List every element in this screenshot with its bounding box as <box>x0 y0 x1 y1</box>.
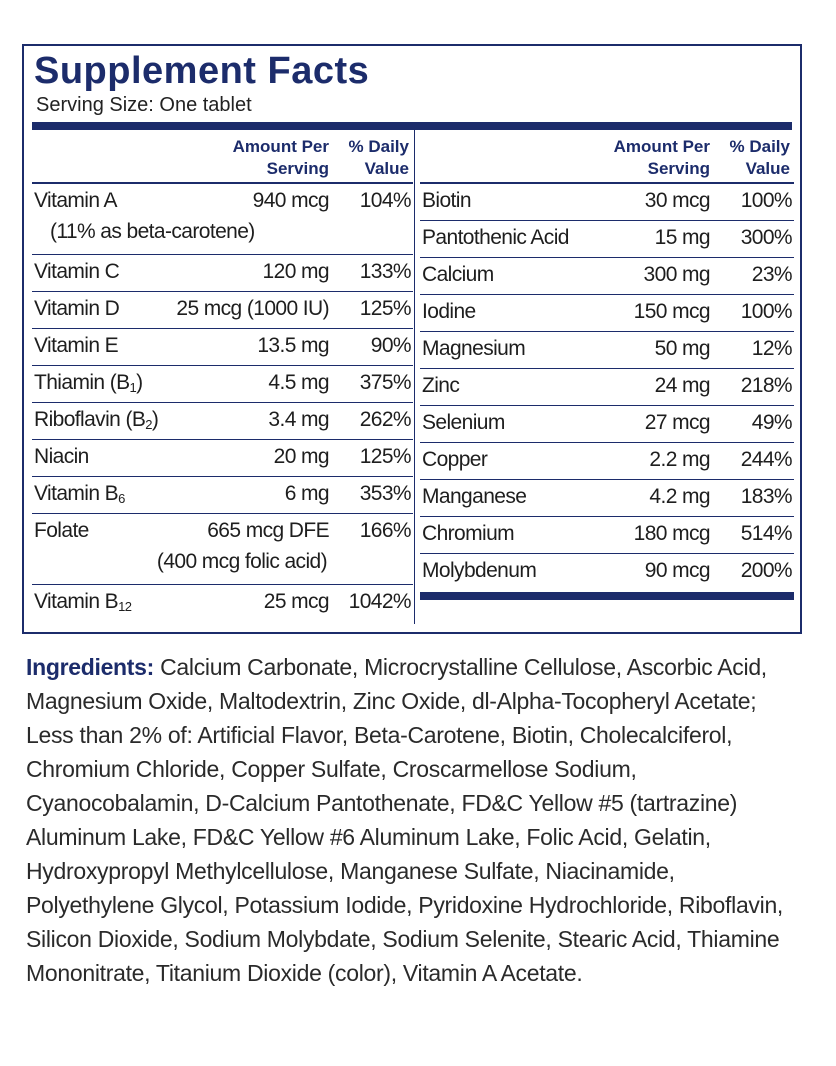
nutrient-row <box>420 184 794 221</box>
nutrient-name: Magnesium <box>422 337 526 360</box>
ingredients-block <box>26 650 806 990</box>
daily-value: 1042% <box>348 590 411 613</box>
nutrient-amount: 15 mg <box>654 226 710 249</box>
nutrient-row <box>32 184 413 255</box>
nutrient-amount: 25 mcg (1000 IU) <box>176 297 329 320</box>
daily-value: 100% <box>740 300 792 323</box>
nutrient-amount: 20 mg <box>273 445 329 468</box>
nutrient-amount: 25 mcg <box>263 590 329 613</box>
nutrient-name: Zinc <box>422 374 460 397</box>
nutrient-amount: 24 mg <box>654 374 710 397</box>
nutrient-name: Iodine <box>422 300 476 323</box>
nutrient-name: Vitamin $B_{12}$ <box>34 590 132 614</box>
nutrient-row <box>420 369 794 406</box>
daily-value: 125% <box>359 445 411 468</box>
nutrient-row <box>420 554 794 590</box>
left-nutrient-column <box>32 130 413 621</box>
nutrient-amount: 6 mg <box>284 482 329 505</box>
nutrient-name: Vitamin D <box>34 297 120 320</box>
nutrient-amount: 150 mcg <box>633 300 710 323</box>
left-column-header <box>32 130 413 184</box>
nutrient-amount: 300 mg <box>643 263 710 286</box>
daily-value: 100% <box>740 189 792 212</box>
nutrient-row <box>32 477 413 514</box>
right-rows <box>420 184 794 590</box>
daily-value: 125% <box>359 297 411 320</box>
nutrient-amount: 27 mcg <box>644 411 710 434</box>
nutrient-name: Chromium <box>422 522 515 545</box>
nutrient-amount: 13.5 mg <box>257 334 329 357</box>
nutrient-name: Vitamin A <box>34 189 117 212</box>
daily-value: 23% <box>751 263 792 286</box>
daily-value: 183% <box>740 485 792 508</box>
panel-title: Supplement Facts <box>34 50 370 92</box>
nutrient-amount: 665 mcg DFE <box>207 519 329 542</box>
daily-value: 353% <box>359 482 411 505</box>
top-rule <box>32 122 792 130</box>
nutrient-name: Folate <box>34 519 89 542</box>
nutrient-row <box>420 443 794 480</box>
nutrient-name: Niacin <box>34 445 89 468</box>
daily-value: 133% <box>359 260 411 283</box>
nutrient-row <box>32 329 413 366</box>
daily-value-header: % Daily Value <box>729 137 790 178</box>
column-divider <box>414 130 415 624</box>
daily-value: 262% <box>359 408 411 431</box>
nutrient-row <box>32 585 413 621</box>
daily-value: 200% <box>740 559 792 582</box>
nutrient-name: Molybdenum <box>422 559 537 582</box>
nutrient-row <box>32 514 413 585</box>
nutrient-name: Vitamin C <box>34 260 120 283</box>
nutrient-amount: 30 mcg <box>644 189 710 212</box>
nutrient-name: Biotin <box>422 189 471 212</box>
amount-header: Amount Per Serving <box>232 137 329 178</box>
nutrient-row <box>420 221 794 258</box>
nutrient-name: Calcium <box>422 263 494 286</box>
nutrient-amount: 180 mcg <box>633 522 710 545</box>
nutrient-name: Copper <box>422 448 488 471</box>
nutrient-name: Riboflavin $(B_2)$ <box>34 408 159 432</box>
nutrient-row <box>420 480 794 517</box>
nutrient-note: (11% as beta-carotene) <box>50 220 255 243</box>
bottom-rule <box>420 592 794 600</box>
nutrient-row <box>420 406 794 443</box>
nutrient-row <box>32 255 413 292</box>
right-nutrient-column <box>420 130 794 590</box>
daily-value: 49% <box>751 411 792 434</box>
nutrient-amount: 4.2 mg <box>649 485 710 508</box>
nutrient-note: (400 mcg folic acid) <box>156 550 327 573</box>
ingredients-text: Calcium Carbonate, Microcrystalline Cellulose, Ascorbic Acid, Magnesium Oxide, Maltodextrin, Zinc Oxide, dl-Alpha-Tocopheryl Acetate; Less than 2% of: Artificial Flavor, Beta-Carotene, Biotin, Cholecalciferol, Chromium Chloride, Copper Sulfate, Croscarmellose Sodium, Cyanocobalamin, D-Calcium Pantothenate, FD&C Yellow #5 (tartrazine) Aluminum Lake, FD&C Yellow #6 Aluminum Lake, Folic Acid, Gelatin, Hydroxypropyl Methylcellulose, Manganese Sulfate, Niacinamide, Polyethylene Glycol, Potassium Iodide, Pyridoxine Hydrochloride, Riboflavin, Silicon Dioxide, Sodium Molybdate, Sodium Selenite, Stearic Acid, Thiamine Mononitrate, Titanium Dioxide (color), Vitamin A Acetate. <box>26 654 784 986</box>
nutrient-row <box>420 295 794 332</box>
daily-value: 104% <box>359 189 411 212</box>
daily-value: 218% <box>740 374 792 397</box>
daily-value: 300% <box>740 226 792 249</box>
nutrient-name: Manganese <box>422 485 527 508</box>
nutrient-row <box>32 292 413 329</box>
nutrient-amount: 50 mg <box>654 337 710 360</box>
daily-value: 90% <box>370 334 411 357</box>
nutrient-amount: 3.4 mg <box>268 408 329 431</box>
amount-header: Amount Per Serving <box>613 137 710 178</box>
nutrient-row <box>420 332 794 369</box>
nutrient-name: Vitamin E <box>34 334 119 357</box>
nutrient-amount: 2.2 mg <box>649 448 710 471</box>
daily-value: 514% <box>740 522 792 545</box>
nutrient-row <box>420 517 794 554</box>
nutrient-amount: 940 mcg <box>252 189 329 212</box>
ingredients-label: Ingredients: <box>26 654 155 680</box>
left-rows <box>32 184 413 621</box>
nutrient-name: Pantothenic Acid <box>422 226 569 249</box>
daily-value: 244% <box>740 448 792 471</box>
serving-size: Serving Size: One tablet <box>36 94 252 116</box>
nutrient-row <box>32 366 413 403</box>
nutrient-row <box>420 258 794 295</box>
nutrient-amount: 4.5 mg <box>268 371 329 394</box>
nutrient-name: Vitamin $B_6$ <box>34 482 125 506</box>
daily-value-header: % Daily Value <box>348 137 409 178</box>
daily-value: 166% <box>359 519 411 542</box>
supplement-facts-panel <box>22 44 802 634</box>
daily-value: 375% <box>359 371 411 394</box>
nutrient-name: Selenium <box>422 411 505 434</box>
right-column-header <box>420 130 794 184</box>
nutrient-amount: 120 mg <box>262 260 329 283</box>
nutrient-row <box>32 403 413 440</box>
nutrient-row <box>32 440 413 477</box>
daily-value: 12% <box>751 337 792 360</box>
nutrient-name: Thiamin $(B_1)$ <box>34 371 143 395</box>
nutrient-amount: 90 mcg <box>644 559 710 582</box>
